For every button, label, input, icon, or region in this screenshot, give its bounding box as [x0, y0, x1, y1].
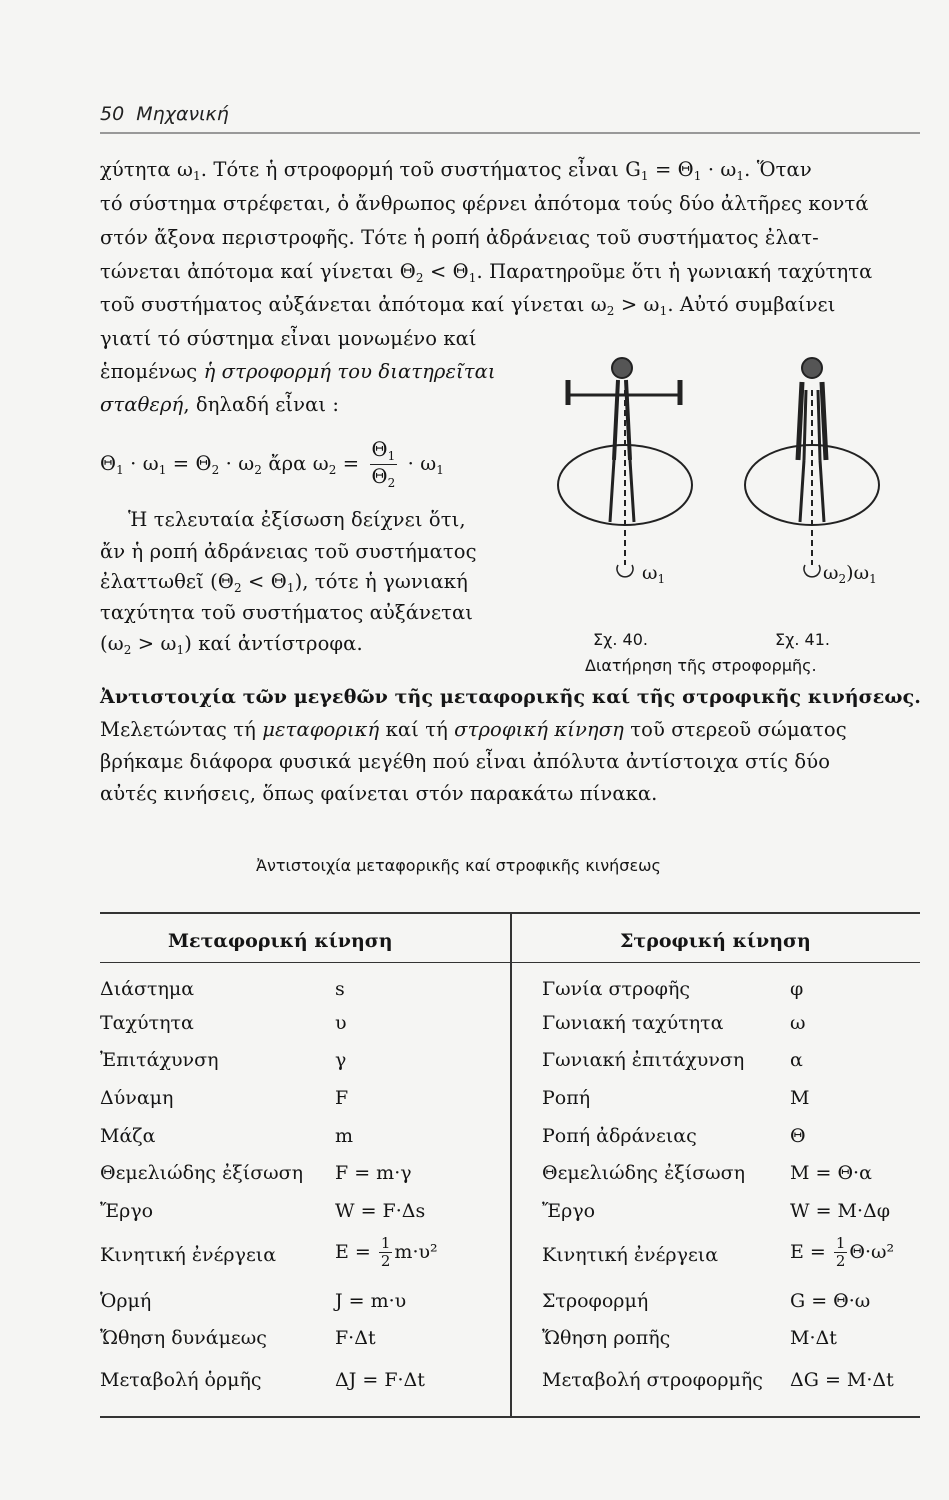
text-line-1: χύτητα $\omega_1$. Τότε ἡ στροφορμή τοῦ συστήματος εἶναι $G_1 = \Theta_1 \cdot \omega_1$. Ὅταν — [100, 158, 812, 183]
table-header-rotational: Στροφική κίνηση — [620, 930, 811, 952]
text-line-p2-3: ἐλαττωθεῖ $(\Theta_2 < \Theta_1)$, τότε ἡ γωνιακή — [100, 570, 468, 595]
rotational-symbol: W = M·Δφ — [790, 1200, 891, 1222]
table-row — [100, 1087, 920, 1123]
figure-40-label: Σχ. 40. — [593, 630, 648, 649]
text-line-p3-3: αὐτές κινήσεις, ὅπως φαίνεται στόν παρακάτω πίνακα. — [100, 782, 658, 805]
translational-symbol: J = m·υ — [335, 1290, 407, 1312]
translational-symbol: γ — [335, 1049, 347, 1071]
text-line-2: τό σύστημα στρέφεται, ὁ ἄνθρωπος φέρνει ἀπότομα τούς δύο ἀλτῆρες κοντά — [100, 192, 869, 215]
equation-fraction: $\frac{\Theta_1}{\Theta_2}$ — [371, 438, 396, 490]
translational-quantity: Ὁρμή — [100, 1290, 152, 1312]
text-line-p3-1: Μελετώντας τή μεταφορική καί τή στροφική κίνηση τοῦ στερεοῦ σώματος — [100, 718, 847, 741]
page-number: 50 — [100, 103, 125, 125]
rotational-symbol: φ — [790, 978, 804, 1000]
translational-quantity: Κινητική ἐνέργεια — [100, 1244, 277, 1266]
rotational-quantity: Ὤθηση ροπῆς — [542, 1327, 671, 1349]
translational-quantity: Ἔργο — [100, 1200, 154, 1222]
rotational-quantity: Θεμελιώδης ἐξίσωση — [542, 1162, 746, 1184]
table-bottom-rule — [100, 1416, 920, 1418]
rotational-symbol: ΔG = M·Δt — [790, 1369, 894, 1391]
translational-quantity: Διάστημα — [100, 978, 195, 1000]
text-line-4: τώνεται ἀπότομα καί γίνεται $\Theta_2 < \Theta_1$. Παρατηροῦμε ὅτι ἡ γωνιακή ταχύτητα — [100, 260, 873, 285]
translational-quantity: Μάζα — [100, 1125, 156, 1147]
rotational-quantity: Μεταβολή στροφορμῆς — [542, 1369, 763, 1391]
figure-41-drawing — [745, 358, 879, 577]
rotational-quantity: Γωνία στροφῆς — [542, 978, 690, 1000]
table-row — [100, 1162, 920, 1198]
omega-labels-fig41: $\omega_2)\omega_1$ — [823, 562, 877, 586]
text-line-p3-2: βρήκαμε διάφορα φυσικά μεγέθη πού εἶναι ἀπόλυτα ἀντίστοιχα στίς δύο — [100, 750, 831, 773]
table-row — [100, 1234, 920, 1280]
running-header — [100, 103, 229, 125]
header-rule — [100, 132, 920, 134]
table-title: Ἀντιστοιχία μεταφορικῆς καί στροφικῆς κινήσεως — [256, 856, 661, 875]
text-line-5: τοῦ συστήματος αὐξάνεται ἀπότομα καί γίνεται $\omega_2 > \omega_1$. Αὐτό συμβαίνει — [100, 293, 836, 318]
rotational-quantity: Ροπή — [542, 1087, 591, 1109]
rotational-symbol: Θ — [790, 1125, 806, 1147]
rotational-quantity: Στροφορμή — [542, 1290, 649, 1312]
translational-quantity: Μεταβολή ὁρμῆς — [100, 1369, 262, 1391]
translational-symbol: s — [335, 978, 345, 1000]
section-heading: Ἀντιστοιχία τῶν μεγεθῶν τῆς μεταφορικῆς καί τῆς στροφικῆς κινήσεως. — [100, 686, 921, 708]
translational-symbol: W = F·Δs — [335, 1200, 426, 1222]
table-row — [100, 1290, 920, 1326]
figure-caption: Διατήρηση τῆς στροφορμῆς. — [585, 656, 817, 675]
rotational-symbol: ω — [790, 1012, 806, 1034]
rotational-symbol: E = $\frac{1}{2}$ Θ·ω² — [790, 1234, 895, 1270]
text-line-p2-5: $(\omega_2 > \omega_1)$ καί ἀντίστροφα. — [100, 632, 363, 657]
rotational-symbol: M = Θ·α — [790, 1162, 872, 1184]
translational-quantity: Ταχύτητα — [100, 1012, 194, 1034]
translational-symbol: F — [335, 1087, 349, 1109]
text-line-p2-4: ταχύτητα τοῦ συστήματος αὐξάνεται — [100, 601, 474, 624]
translational-quantity: Δύναμη — [100, 1087, 174, 1109]
table-row — [100, 1125, 920, 1161]
figure-41-label: Σχ. 41. — [775, 630, 830, 649]
conservation-equation: $\Theta_1 \cdot \omega_1 = \Theta_2 \cdot \omega_2$ ἄρα $\omega_2$ = $\frac{\Theta_1}{\Theta_2}$ · $\omega_1$ — [100, 438, 445, 490]
text-line-8: σταθερή, δηλαδή εἶναι : — [100, 393, 340, 416]
translational-symbol: F = m·γ — [335, 1162, 412, 1184]
translational-symbol: υ — [335, 1012, 347, 1034]
translational-symbol: m — [335, 1125, 354, 1147]
text-line-6: γιατί τό σύστημα εἶναι μονωμένο καί — [100, 327, 477, 350]
text-line-p2-2: ἄν ἡ ροπή ἀδράνειας τοῦ συστήματος — [100, 540, 477, 563]
text-line-7: ἑπομένως ἡ στροφορμή του διατηρεῖται — [100, 360, 496, 383]
translational-quantity: Ἐπιτάχυνση — [100, 1049, 219, 1071]
omega1-label-fig40: $\omega_1$ — [642, 562, 666, 586]
translational-symbol: ΔJ = F·Δt — [335, 1369, 425, 1391]
table-row — [100, 978, 920, 1014]
figure-40-drawing — [558, 358, 692, 577]
table-row — [100, 1369, 920, 1405]
rotational-quantity: Ροπή ἀδράνειας — [542, 1125, 697, 1147]
table-row — [100, 1327, 920, 1363]
translational-quantity: Ὤθηση δυνάμεως — [100, 1327, 267, 1349]
section-title: Μηχανική — [136, 103, 229, 125]
rotational-symbol: M — [790, 1087, 810, 1109]
text-line-3: στόν ἄξονα περιστροφῆς. Τότε ἡ ροπή ἀδράνειας τοῦ συστήματος ἐλατ- — [100, 226, 819, 249]
translational-symbol: F·Δt — [335, 1327, 376, 1349]
translational-symbol: E = $\frac{1}{2}$ m·υ² — [335, 1234, 438, 1270]
rotational-quantity: Κινητική ἐνέργεια — [542, 1244, 719, 1266]
text-line-p2-1: Ἡ τελευταία ἐξίσωση δείχνει ὅτι, — [128, 508, 466, 531]
rotational-quantity: Ἔργο — [542, 1200, 596, 1222]
rotational-quantity: Γωνιακή ταχύτητα — [542, 1012, 724, 1034]
table-row — [100, 1200, 920, 1236]
table-row — [100, 1012, 920, 1048]
rotational-symbol: G = Θ·ω — [790, 1290, 871, 1312]
rotational-symbol: M·Δt — [790, 1327, 837, 1349]
translational-quantity: Θεμελιώδης ἐξίσωση — [100, 1162, 304, 1184]
table-header-translational: Μεταφορική κίνηση — [168, 930, 393, 952]
rotational-quantity: Γωνιακή ἐπιτάχυνση — [542, 1049, 745, 1071]
rotational-symbol: α — [790, 1049, 803, 1071]
table-row — [100, 1049, 920, 1085]
